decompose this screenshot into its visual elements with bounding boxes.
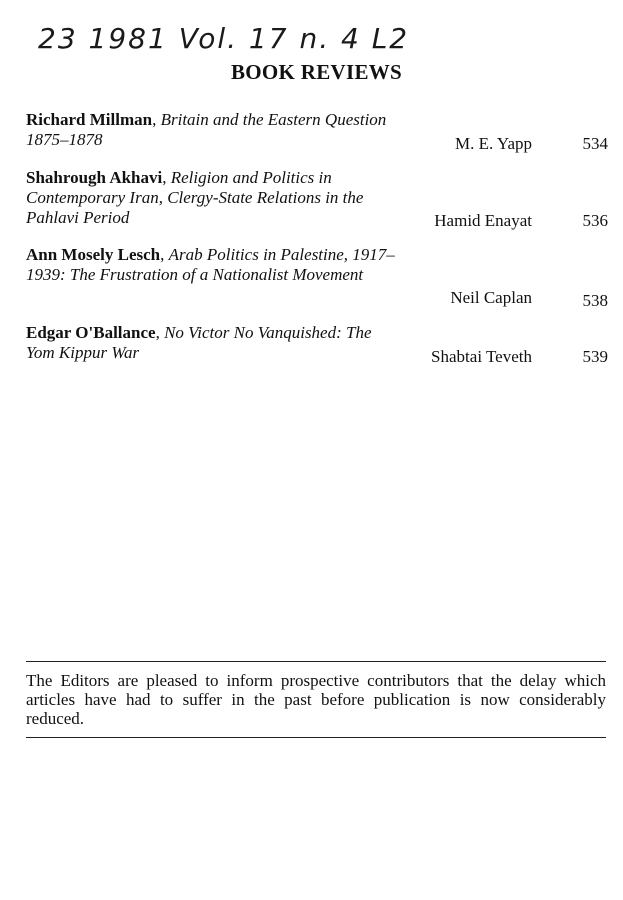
reviewer-name: M. E. Yapp xyxy=(455,134,532,153)
review-author: Shahrough Akhavi xyxy=(26,168,163,187)
review-citation xyxy=(26,323,396,363)
review-citation xyxy=(26,245,396,285)
review-citation xyxy=(26,110,396,150)
top-divider xyxy=(26,661,606,662)
editors-notice-text: The Editors are pleased to inform prospective contributors that the delay which articles have had to suffer in the past before publication is now considerably reduced. xyxy=(26,671,606,728)
review-entry xyxy=(26,245,608,310)
page-number: 539 xyxy=(582,347,608,366)
review-book-title: Religion and Politics in Contemporary Iran, Clergy-State Relations in the Pahlavi Period xyxy=(26,168,364,227)
reviewer-name: Neil Caplan xyxy=(450,288,532,307)
bottom-divider xyxy=(26,737,606,738)
editors-notice-box xyxy=(26,661,606,738)
review-author: Richard Millman xyxy=(26,110,153,129)
reviewer-name: Shabtai Teveth xyxy=(431,347,532,366)
review-separator: , xyxy=(160,245,169,264)
review-book-title: Britain and the Eastern Question 1875–1878 xyxy=(26,110,387,149)
review-citation xyxy=(26,168,396,228)
handwritten-annotation xyxy=(38,14,598,64)
reviewer-name: Hamid Enayat xyxy=(434,211,532,230)
review-separator: , xyxy=(162,168,171,187)
review-entry xyxy=(26,168,608,228)
page-number: 536 xyxy=(582,211,608,230)
page-number: 538 xyxy=(582,291,608,310)
handwritten-note-text: 23 1981 Vol. 17 n. 4 L2 xyxy=(38,22,410,55)
review-author: Ann Mosely Lesch xyxy=(26,245,161,264)
section-title: BOOK REVIEWS xyxy=(230,60,403,84)
review-author: Edgar O'Ballance xyxy=(26,323,156,342)
review-separator: , xyxy=(152,110,161,129)
review-entry xyxy=(26,110,608,153)
review-entry xyxy=(26,323,608,366)
review-book-title: No Victor No Vanquished: The Yom Kippur War xyxy=(26,323,372,362)
review-separator: , xyxy=(155,323,165,342)
page-number: 534 xyxy=(582,134,608,153)
review-book-title: Arab Politics in Palestine, 1917–1939: The Frustration of a Nationalist Movement xyxy=(26,245,395,284)
